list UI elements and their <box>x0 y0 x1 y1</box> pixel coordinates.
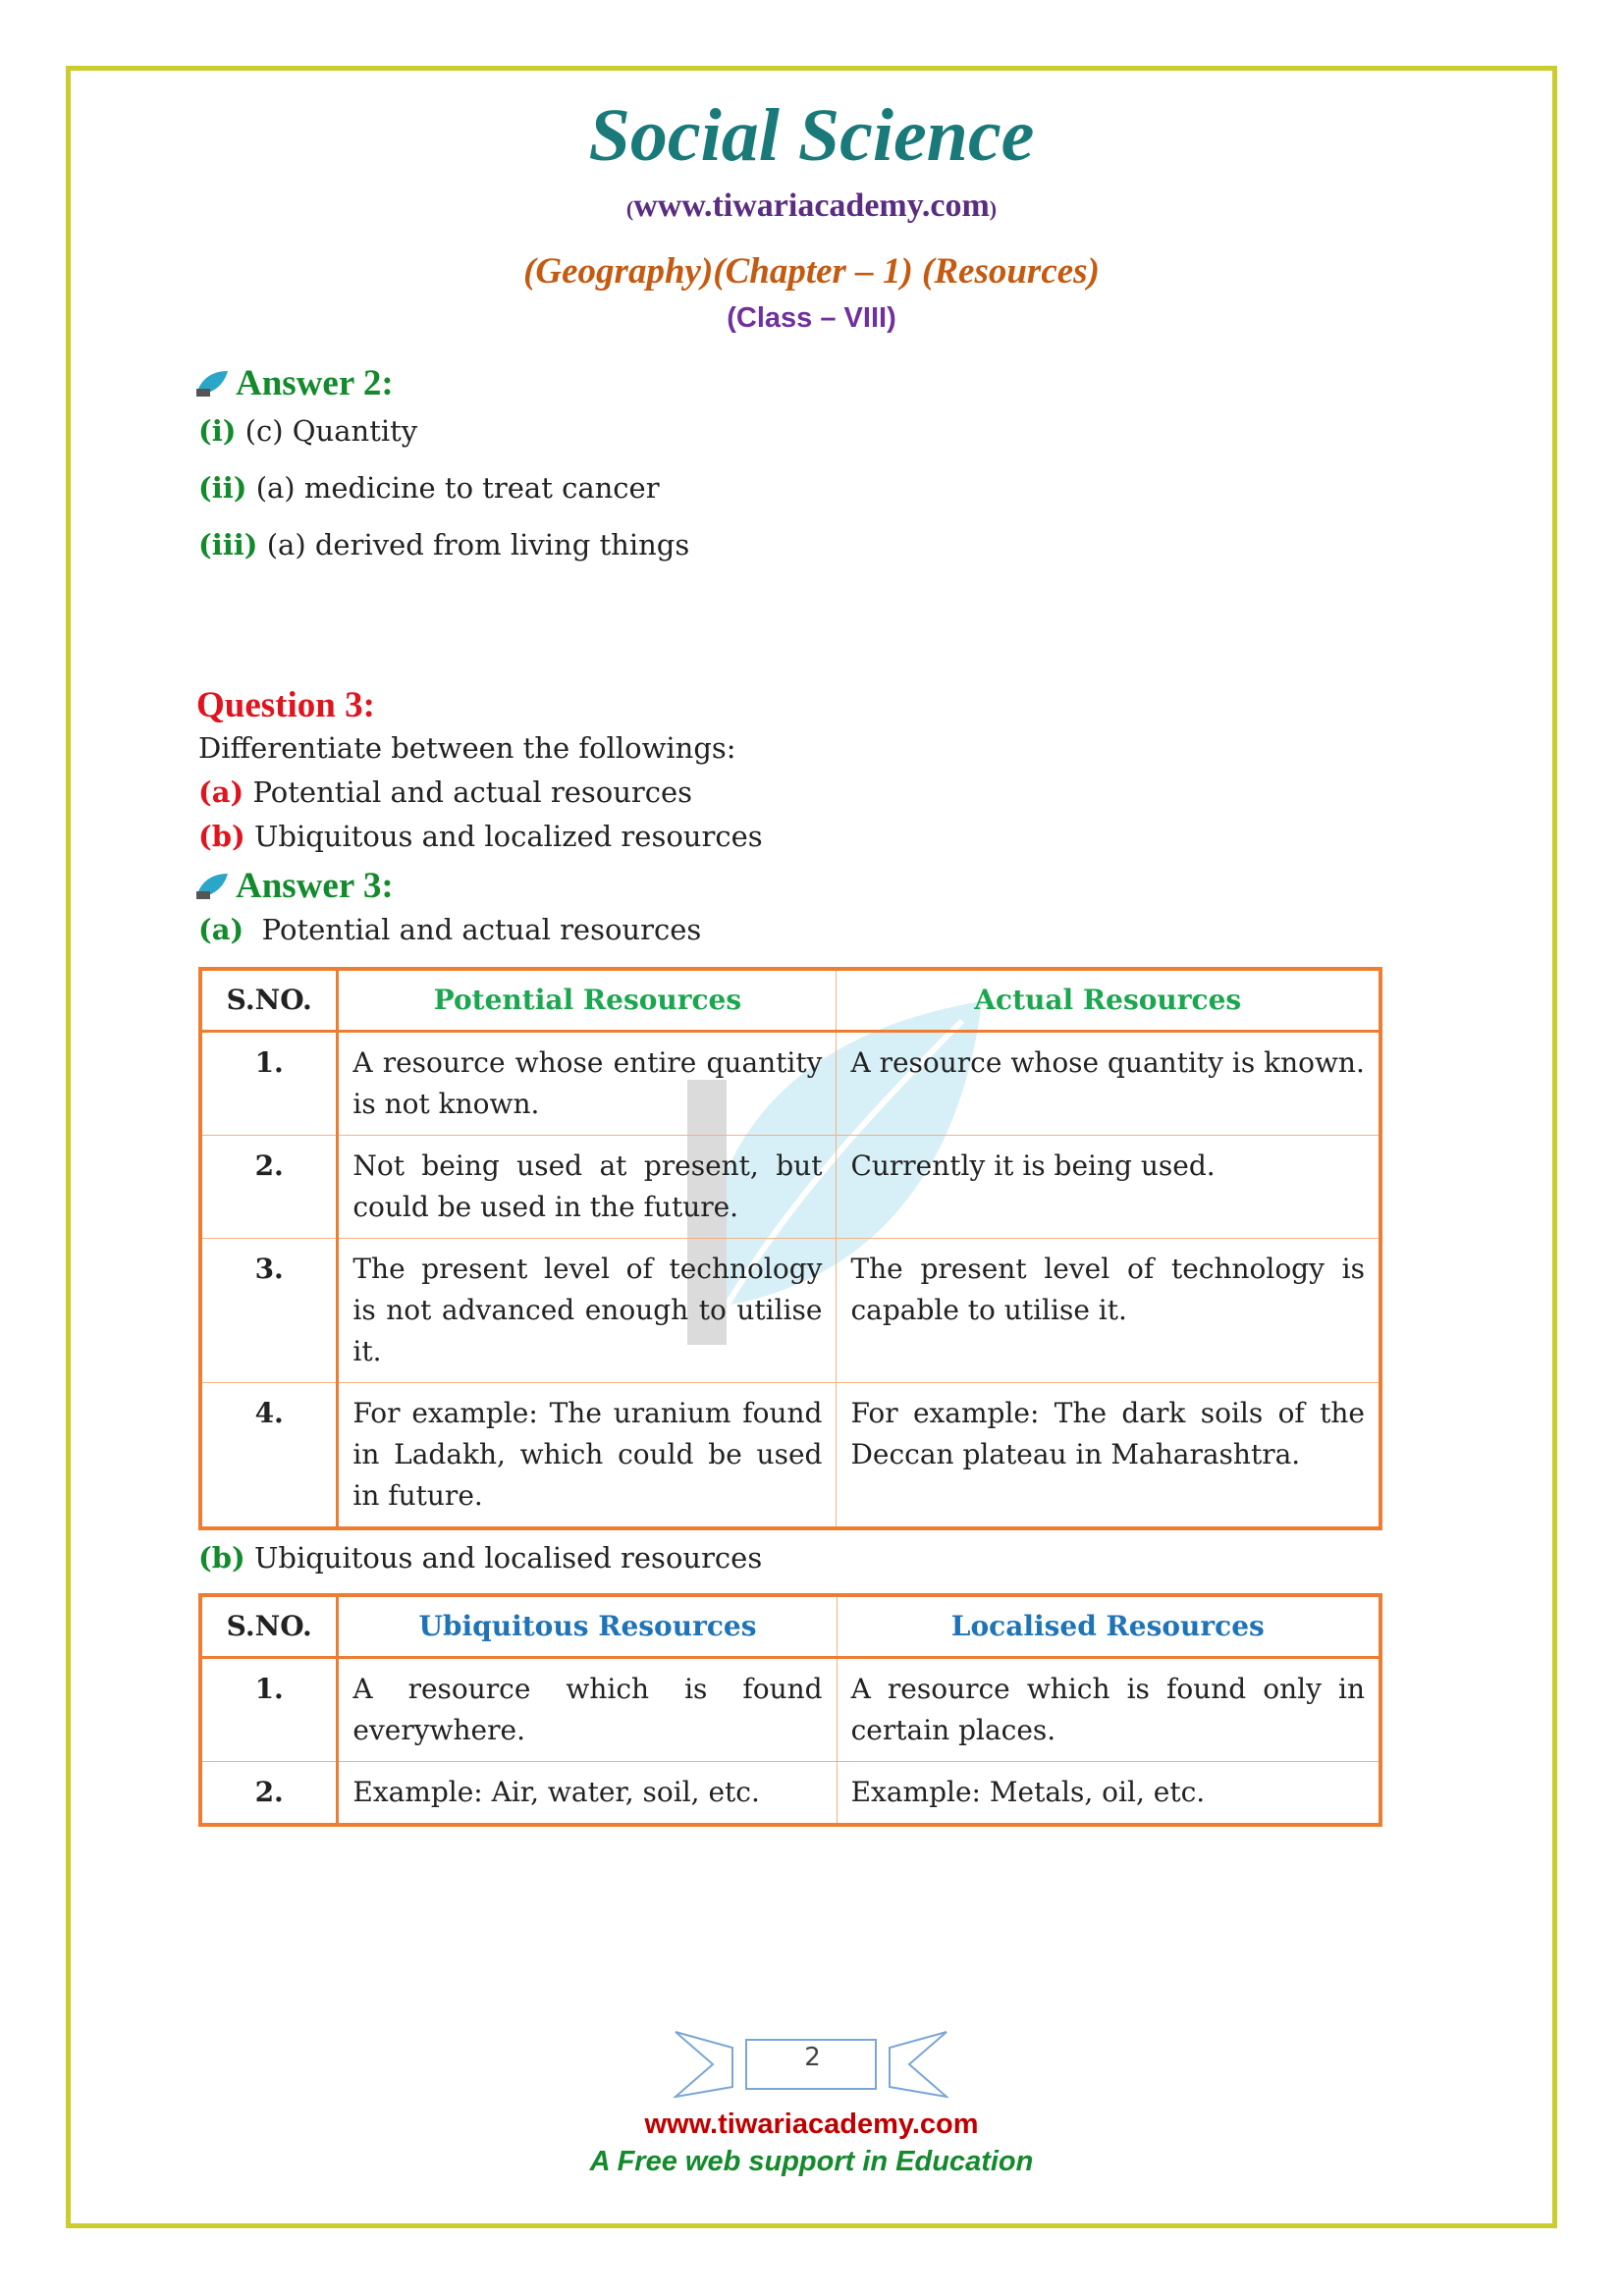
footer-url[interactable]: www.tiwariacademy.com <box>644 2109 979 2140</box>
table-cell: The present level of technology is capable to utilise it. <box>837 1239 1380 1383</box>
table-cell: A resource whose entire quantity is not known. <box>338 1032 837 1136</box>
table-cell: 1. <box>200 1658 338 1762</box>
chapter-subtitle: (Geography)(Chapter – 1) (Resources) <box>523 251 1100 292</box>
table-row <box>200 1032 1380 1136</box>
table-row <box>200 1762 1380 1826</box>
answer-2-item <box>198 471 660 505</box>
footer-tagline: A Free web support in Education <box>589 2146 1034 2177</box>
question-3-part <box>198 820 763 853</box>
table-header-row <box>200 969 1380 1032</box>
table-cell: Not being used at present, but could be used in the future. <box>338 1136 837 1239</box>
table-cell: Currently it is being used. <box>837 1136 1380 1239</box>
answer-2-heading <box>194 365 394 401</box>
table-cell: A resource which is found everywhere. <box>338 1658 837 1762</box>
item-label: (ii) <box>198 471 247 505</box>
site-close-paren: ) <box>989 196 998 221</box>
item-label: (i) <box>198 414 237 448</box>
table-row <box>200 1658 1380 1762</box>
table-cell: 3. <box>200 1239 338 1383</box>
answer-2-item <box>198 414 418 448</box>
site-open-paren: ( <box>625 196 634 221</box>
part-text: Potential and actual resources <box>243 913 702 946</box>
answer-3-part-b <box>198 1541 763 1575</box>
leaf-icon <box>194 872 230 901</box>
question-3-part <box>198 775 693 809</box>
table-cell: For example: The dark soils of the Deccan plateau in Maharashtra. <box>837 1383 1380 1529</box>
question-3-prompt: Differentiate between the followings: <box>198 731 736 765</box>
site-link[interactable] <box>0 189 1623 223</box>
answer-3-part-a <box>198 913 702 946</box>
column-header: Localised Resources <box>837 1595 1380 1658</box>
table-cell: Example: Air, water, soil, etc. <box>338 1762 837 1826</box>
table-cell: A resource whose quantity is known. <box>837 1032 1380 1136</box>
part-text: Ubiquitous and localized resources <box>244 820 763 853</box>
column-header: S.NO. <box>200 1595 338 1658</box>
part-text: Potential and actual resources <box>243 775 693 809</box>
answer-2-item <box>198 528 690 561</box>
table-cell: 1. <box>200 1032 338 1136</box>
table-cell: The present level of technology is not advanced enough to utilise it. <box>338 1239 837 1383</box>
table-cell: For example: The uranium found in Ladakh, which could be used in future. <box>338 1383 837 1529</box>
column-header: Potential Resources <box>338 969 837 1032</box>
item-text: (c) Quantity <box>236 414 418 448</box>
table-cell: Example: Metals, oil, etc. <box>837 1762 1380 1826</box>
item-text: (a) derived from living things <box>257 528 690 561</box>
part-label: (b) <box>198 820 245 853</box>
ubiquitous-localised-table <box>198 1593 1382 1827</box>
table-cell: 4. <box>200 1383 338 1529</box>
column-header: Ubiquitous Resources <box>338 1595 837 1658</box>
answer-3-heading-text: Answer 3: <box>236 866 394 906</box>
column-header: Actual Resources <box>837 969 1380 1032</box>
part-label: (a) <box>198 913 244 946</box>
table-cell: 2. <box>200 1762 338 1826</box>
part-label: (b) <box>198 1541 245 1575</box>
question-3-heading: Question 3: <box>196 685 375 725</box>
table-row <box>200 1383 1380 1529</box>
table-row <box>200 1239 1380 1383</box>
part-text: Ubiquitous and localised resources <box>244 1541 763 1575</box>
table-row <box>200 1136 1380 1239</box>
answer-3-heading <box>194 868 394 904</box>
part-label: (a) <box>198 775 244 809</box>
item-label: (iii) <box>198 528 258 561</box>
site-url[interactable]: www.tiwariacademy.com <box>633 187 990 224</box>
class-label: (Class – VIII) <box>727 302 896 334</box>
item-text: (a) medicine to treat cancer <box>246 471 660 505</box>
table-cell: 2. <box>200 1136 338 1239</box>
column-header: S.NO. <box>200 969 338 1032</box>
potential-actual-table <box>198 967 1382 1530</box>
table-cell: A resource which is found only in certain places. <box>837 1658 1380 1762</box>
answer-2-heading-text: Answer 2: <box>236 363 394 403</box>
page-number: 2 <box>804 2043 821 2072</box>
page-title: Social Science <box>588 94 1035 177</box>
leaf-icon <box>194 369 230 399</box>
table-header-row <box>200 1595 1380 1658</box>
